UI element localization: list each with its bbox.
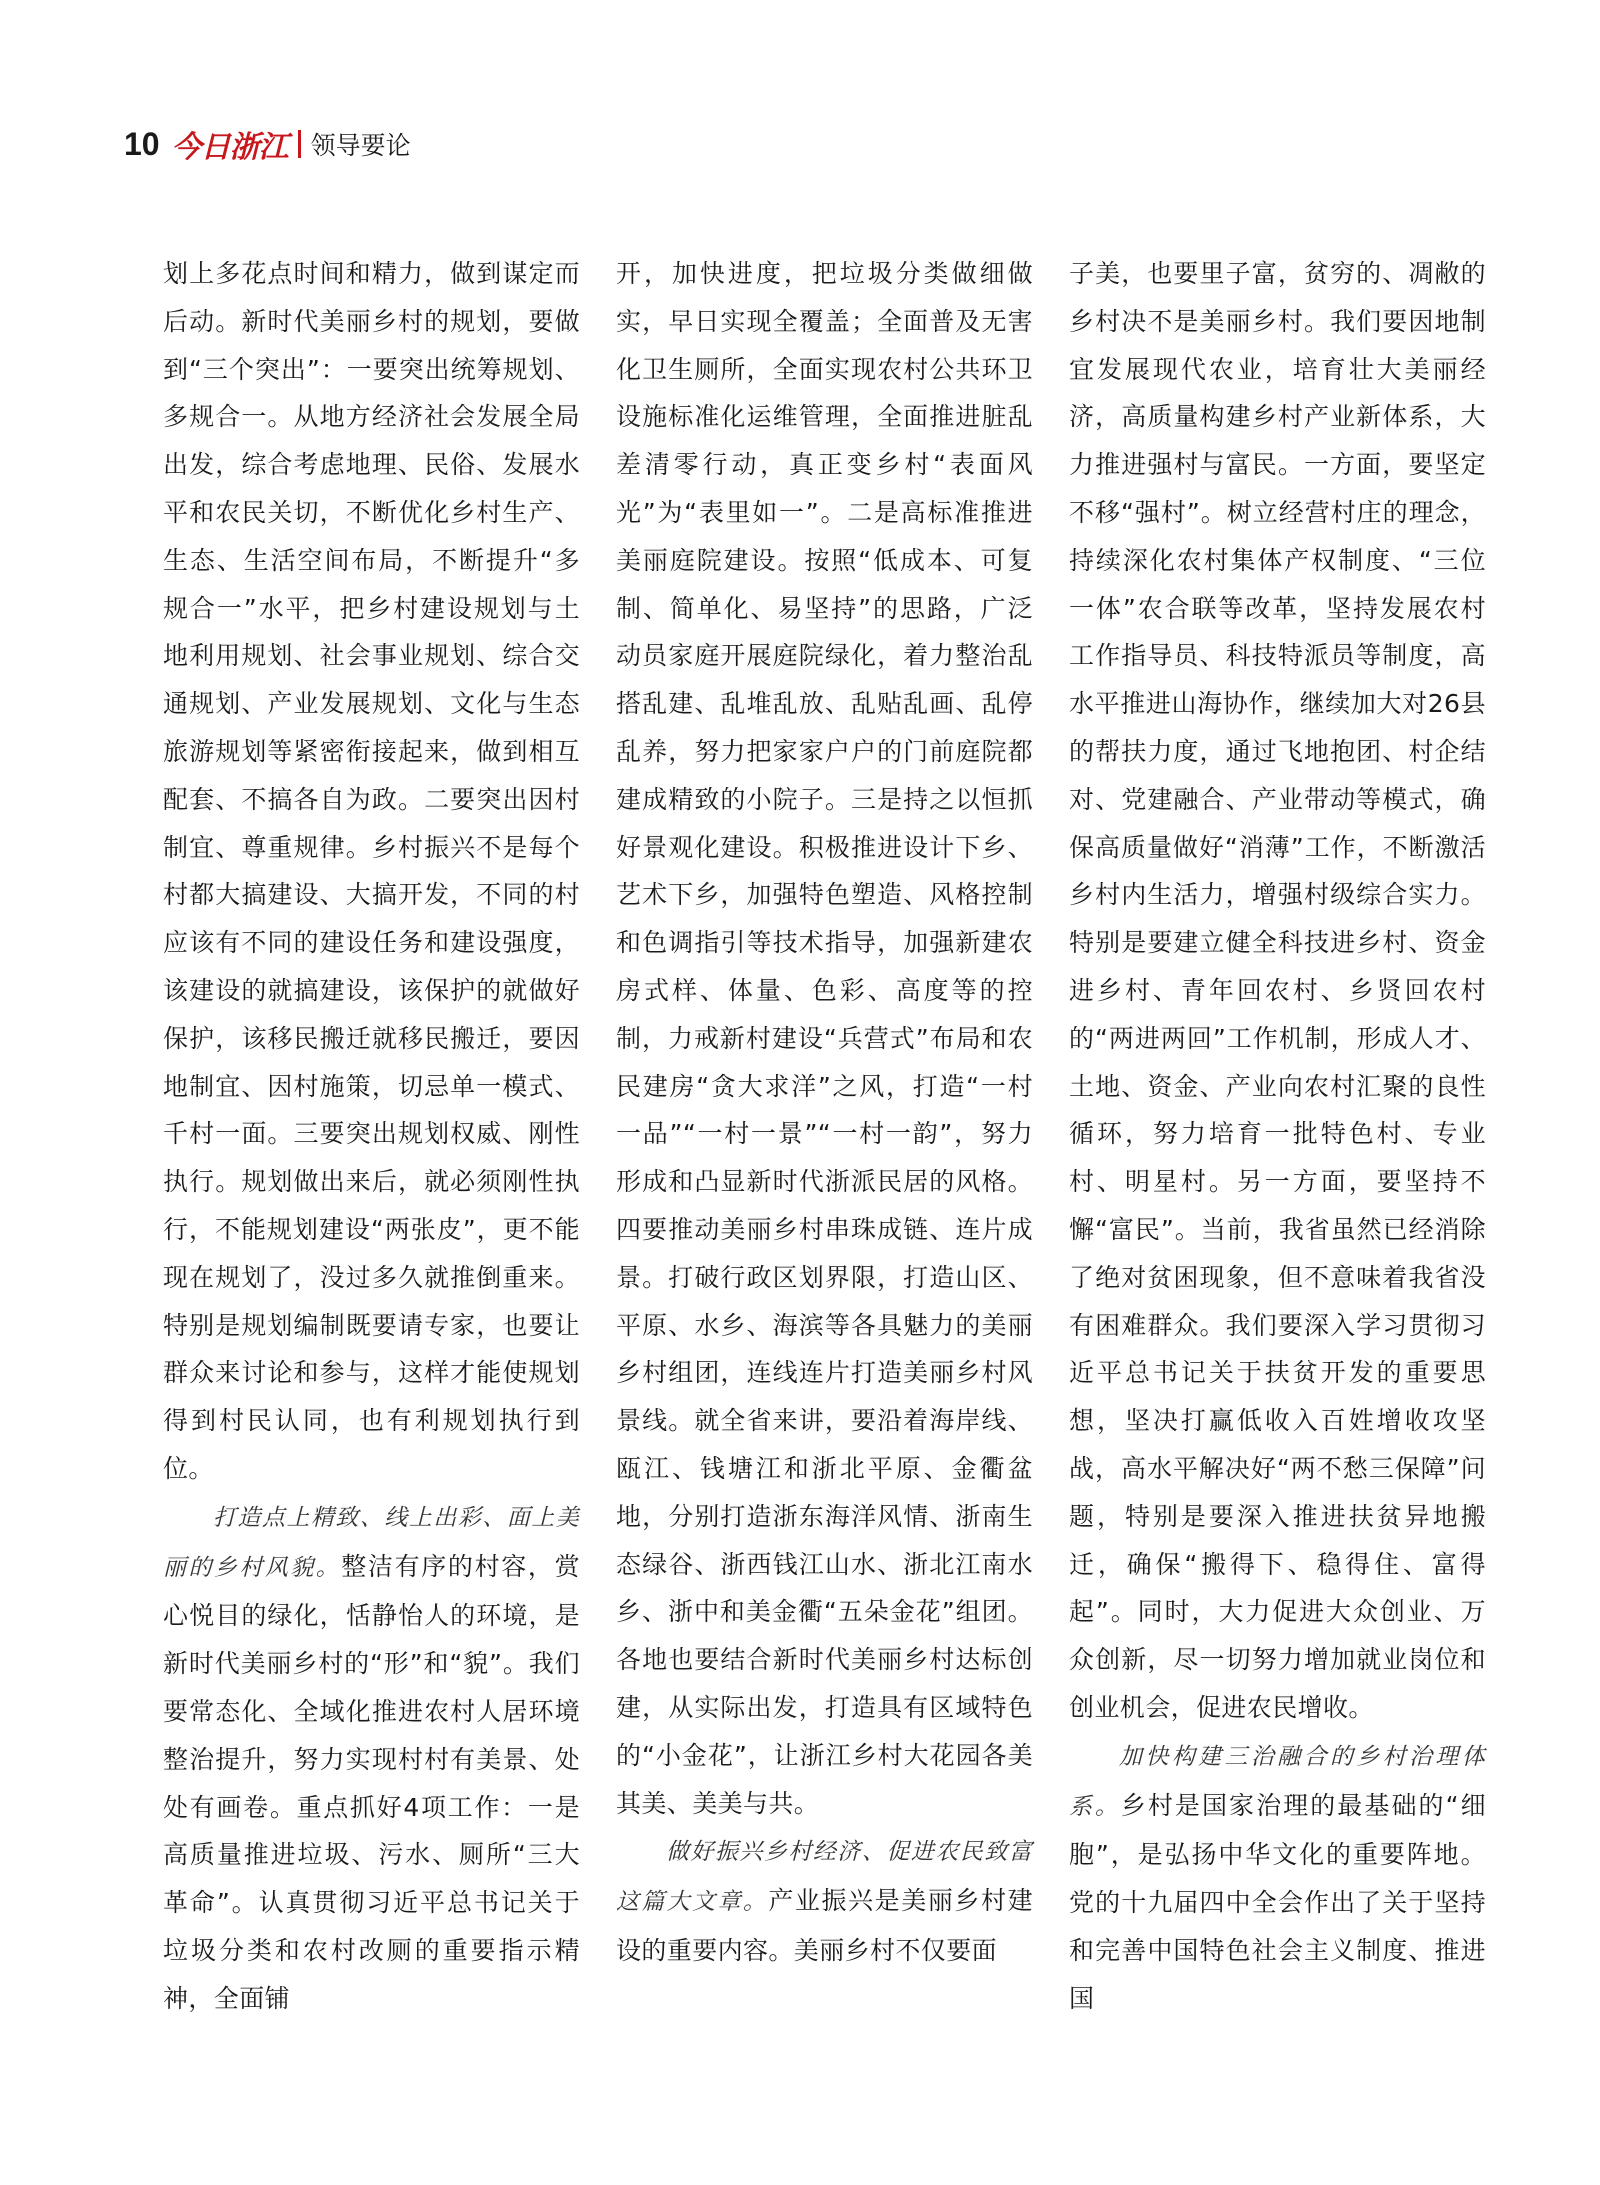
article-body (163, 250, 1486, 2013)
column-2 (616, 250, 1033, 1970)
header-divider (298, 130, 301, 158)
section-lead: 做好振兴乡村经济、促进农民致富这篇大文章。 (616, 1839, 1033, 1916)
paragraph-continued (163, 250, 580, 1493)
paragraph (616, 1827, 1033, 1974)
column-3 (1069, 250, 1486, 2013)
paragraph-text: 子美，也要里子富，贫穷的、凋敝的乡村决不是美丽乡村。我们要因地制宜发展现代农业，培育壮大美丽经济，高质量构建乡村产业新体系，大力推进强村与富民。一方面，要坚定不移“强村”。树立经营村庄的理念，持续深化农村集体产权制度、“三位一体”农合联等改革，坚持发展农村工作指导员、科技特派员等制度，高水平推进山海协作，继续加大对26县的帮扶力度，通过飞地抱团、村企结对、党建融合、产业带动等模式，确保高质量做好“消薄”工作，不断激活乡村内生活力，增强村级综合实力。特别是要建立健全科技进乡村、资金进乡村、青年回农村、乡贤回农村的“两进两回”工作机制，形成人才、土地、资金、产业向农村汇聚的良性循环，努力培育一批特色村、专业村、明星村。另一方面，要坚持不懈“富民”。当前，我省虽然已经消除了绝对贫困现象，但不意味着我省没有困难群众。我们要深入学习贯彻习近平总书记关于扶贫开发的重要思想，坚决打赢低收入百姓增收攻坚战，高水平解决好“两不愁三保障”问题，特别是要深入推进扶贫异地搬迁，确保“搬得下、稳得住、富得起”。同时，大力促进大众创业、万众创新，尽一切努力增加就业岗位和创业机会，促进农民增收。 (1069, 259, 1486, 1722)
paragraph-text: 产业振兴是美丽乡村建设的重要内容。美丽乡村不仅要面 (616, 1886, 1033, 1965)
paragraph (163, 1493, 580, 2023)
page-header (124, 124, 411, 164)
paragraph-text: 乡村是国家治理的最基础的“细胞”，是弘扬中华文化的重要阵地。党的十九届四中全会作出了关于坚持和完善中国特色社会主义制度、推进国 (1069, 1790, 1486, 2013)
paragraph-text: 划上多花点时间和精力，做到谋定而后动。新时代美丽乡村的规划，要做到“三个突出”：一要突出统筹规划、多规合一。从地方经济社会发展全局出发，综合考虑地理、民俗、发展水平和农民关切，不断优化乡村生产、生态、生活空间布局，不断提升“多规合一”水平，把乡村建设规划与土地利用规划、社会事业规划、综合交通规划、产业发展规划、文化与生态旅游规划等紧密衔接起来，做到相互配套、不搞各自为政。二要突出因村制宜、尊重规律。乡村振兴不是每个村都大搞建设、大搞开发，不同的村应该有不同的建设任务和建设强度，该建设的就搞建设，该保护的就做好保护，该移民搬迁就移民搬迁，要因地制宜、因村施策，切忌单一模式、千村一面。三要突出规划权威、刚性执行。规划做出来后，就必须刚性执行，不能规划建设“两张皮”，更不能现在规划了，没过多久就推倒重来。特别是规划编制既要请专家，也要让群众来讨论和参与，这样才能使规划得到村民认同，也有利规划执行到位。 (163, 259, 580, 1483)
section-lead: 加快构建三治融合的乡村治理体系。 (1069, 1743, 1486, 1820)
paragraph-text: 整洁有序的村容，赏心悦目的绿化，恬静怡人的环境，是新时代美丽乡村的“形”和“貌”。我们要常态化、全域化推进农村人居环境整治提升，努力实现村村有美景、处处有画卷。重点抓好4项工作：一是高质量推进垃圾、污水、厕所“三大革命”。认真贯彻习近平总书记关于垃圾分类和农村改厕的重要指示精神，全面铺 (163, 1551, 580, 2013)
magazine-logo: 今日浙江 (171, 130, 288, 165)
section-lead: 打造点上精致、线上出彩、面上美丽的乡村风貌。 (163, 1504, 580, 1581)
page-number: 10 (124, 125, 160, 162)
paragraph-continued (1069, 250, 1486, 1732)
paragraph-continued (616, 250, 1033, 1827)
paragraph-text: 开，加快进度，把垃圾分类做细做实，早日实现全覆盖；全面普及无害化卫生厕所，全面实现农村公共环卫设施标准化运维管理，全面推进脏乱差清零行动，真正变乡村“表面风光”为“表里如一”。二是高标准推进美丽庭院建设。按照“低成本、可复制、简单化、易坚持”的思路，广泛动员家庭开展庭院绿化，着力整治乱搭乱建、乱堆乱放、乱贴乱画、乱停乱养，努力把家家户户的门前庭院都建成精致的小院子。三是持之以恒抓好景观化建设。积极推进设计下乡、艺术下乡，加强特色塑造、风格控制和色调指引等技术指导，加强新建农房式样、体量、色彩、高度等的控制，力戒新村建设“兵营式”布局和农民建房“贪大求洋”之风，打造“一村一品”“一村一景”“一村一韵”，努力形成和凸显新时代浙派民居的风格。四要推动美丽乡村串珠成链、连片成景。打破行政区划界限，打造山区、平原、水乡、海滨等各具魅力的美丽乡村组团，连线连片打造美丽乡村风景线。就全省来讲，要沿着海岸线、瓯江、钱塘江和浙北平原、金衢盆地，分别打造浙东海洋风情、浙南生态绿谷、浙西钱江山水、浙北江南水乡、浙中和美金衢“五朵金花”组团。各地也要结合新时代美丽乡村达标创建，从实际出发，打造具有区域特色的“小金花”，让浙江乡村大花园各美其美、美美与共。 (616, 259, 1033, 1818)
section-title: 领导要论 (310, 131, 411, 160)
paragraph (1069, 1732, 1486, 2023)
column-1 (163, 250, 580, 2013)
